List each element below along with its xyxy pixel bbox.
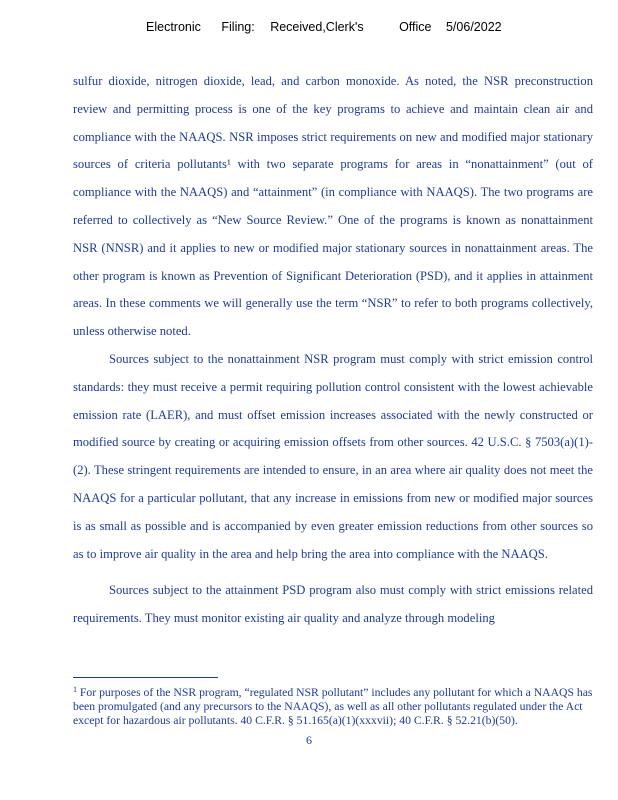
document-body — [73, 68, 593, 633]
filing-word-received: Received,Clerk's — [270, 20, 364, 34]
paragraph-nsr-overview: sulfur dioxide, nitrogen dioxide, lead, and carbon monoxide. As noted, the NSR preconstruction review and permitting process is one of the key programs to achieve and maintain clean air and compliance with the NAAQS. NSR imposes strict requirements on new and modified major stationary sources of criteria pollutants¹ with two separate programs for areas in “nonattainment” (out of compliance with the NAAQS) and “attainment” (in compliance with NAAQS). The two programs are referred to collectively as “New Source Review.” One of the programs is known as nonattainment NSR (NNSR) and it applies to new or modified major stationary sources in nonattainment areas. The other program is known as Prevention of Significant Deterioration (PSD), and it applies in attainment areas. In these comments we will generally use the term “NSR” to refer to both programs collectively, unless otherwise noted. — [73, 74, 593, 339]
filing-word-filing: Filing: — [221, 20, 255, 34]
paragraph-nonattainment: Sources subject to the nonattainment NSR program must comply with strict emission control standards: they must receive a permit requiring pollution control consistent with the lowest achievable emission rate (LAER), and must offset emission increases associated with the newly constructed or modified source by creating or acquiring emission offsets from other sources. 42 U.S.C. § 7503(a)(1)-(2). These stringent requirements are intended to ensure, in an area where air quality does not meet the NAAQS for a particular pollutant, that any increase in emissions from new or modified major sources is as small as possible and is accompanied by even greater emission reductions from other sources so as to improve air quality in the area and help bring the area into compliance with the NAAQS. — [73, 351, 593, 561]
filing-word-electronic: Electronic — [146, 20, 201, 34]
filing-word-office: Office — [399, 20, 432, 34]
footnote-marker: 1 — [73, 685, 77, 694]
page-number: 6 — [306, 733, 312, 747]
footnote-divider — [73, 677, 218, 678]
filing-date: 5/06/2022 — [445, 20, 502, 34]
footnote-text: For purposes of the NSR program, “regulated NSR pollutant” includes any pollutant for which a NAAQS has been promulgated (and any precursors to the NAAQS), as well as all other pollutants regulated under the Act except for hazardous air pollutants. 40 C.F.R. § 51.165(a)(1)(xxxvii); 40 C.F.R. § 52.21(b)(50). — [73, 686, 593, 727]
filing-stamp-header — [0, 20, 618, 34]
paragraph-psd: Sources subject to the attainment PSD program also must comply with strict emissions related requirements. They must monitor existing air quality and analyze through modeling — [73, 583, 593, 626]
footnote — [73, 683, 598, 728]
